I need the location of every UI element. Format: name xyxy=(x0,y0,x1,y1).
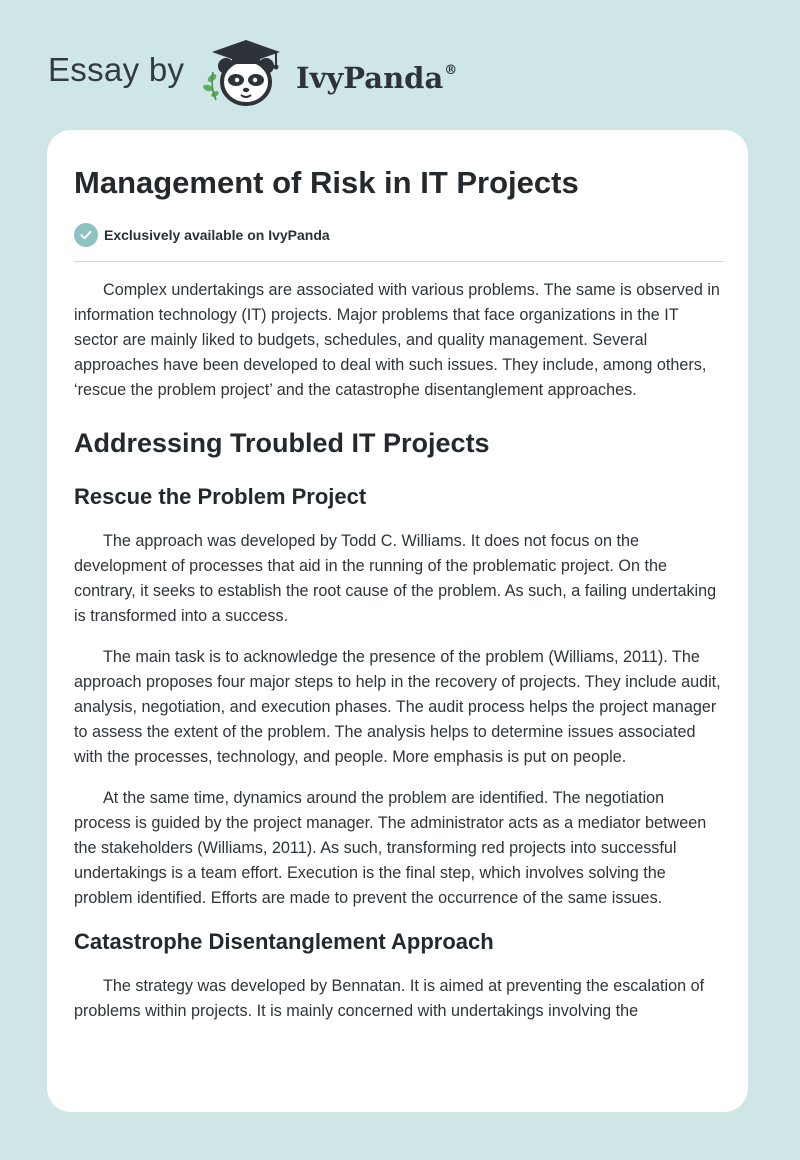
paragraph: The strategy was developed by Bennatan. It is aimed at preventing the escalation of problems within projects. It is mainly concerned with undertakings involving the xyxy=(74,977,705,1020)
section-heading: Addressing Troubled IT Projects xyxy=(74,428,490,458)
brand-name[interactable] xyxy=(296,52,457,97)
article-card xyxy=(47,130,748,1112)
panda-graduate-logo-icon[interactable] xyxy=(200,36,292,108)
subsection-heading-rescue: Rescue the Problem Project xyxy=(74,484,367,509)
paragraph: The main task is to acknowledge the presence of the problem (Williams, 2011). The approach proposes four major steps to help in the recovery of projects. They include audit, analysis, negotiation, and execution phases. The audit process helps the project manager to assess the extent of the problem. The analysis helps to determine issues associated with the processes, technology, and people. More emphasis is put on people. xyxy=(74,648,721,766)
paragraph: At the same time, dynamics around the problem are identified. The negotiation process is guided by the project manager. The administrator acts as a mediator between the stakeholders (Williams, 2011). As such, transforming red projects into successful undertakings is a team effort. Execution is the final step, which involves solving the problem identified. Efforts are made to prevent the occurrence of the same issues. xyxy=(74,789,707,907)
subsection-heading-catastrophe: Catastrophe Disentanglement Approach xyxy=(74,929,494,954)
registered-mark: ® xyxy=(444,63,458,78)
exclusive-badge xyxy=(74,222,330,248)
paragraph: The approach was developed by Todd C. Williams. It does not focus on the development of processes that aid in the running of the problematic project. On the contrary, it seeks to establish the root cause of the problem. As such, a failing undertaking is transformed into a success. xyxy=(74,532,717,625)
title-divider xyxy=(74,261,724,262)
brand-name-text: IvyPanda xyxy=(296,61,444,95)
article-title: Management of Risk in IT Projects xyxy=(74,165,579,200)
intro-paragraph: Complex undertakings are associated with various problems. The same is observed in information technology (IT) projects. Major problems that face organizations in the IT sector are mainly liked to budgets, schedules, and quality management. Several approaches have been developed to deal with such issues. They include, among others, ‘rescue the problem project’ and the catastrophe disentanglement approaches. xyxy=(74,281,720,399)
exclusive-badge-text: Exclusively available on IvyPanda xyxy=(104,227,330,243)
check-circle-icon xyxy=(74,223,98,247)
article-content xyxy=(74,278,724,1040)
brand-prefix: Essay by xyxy=(48,51,185,88)
site-header xyxy=(0,0,800,130)
